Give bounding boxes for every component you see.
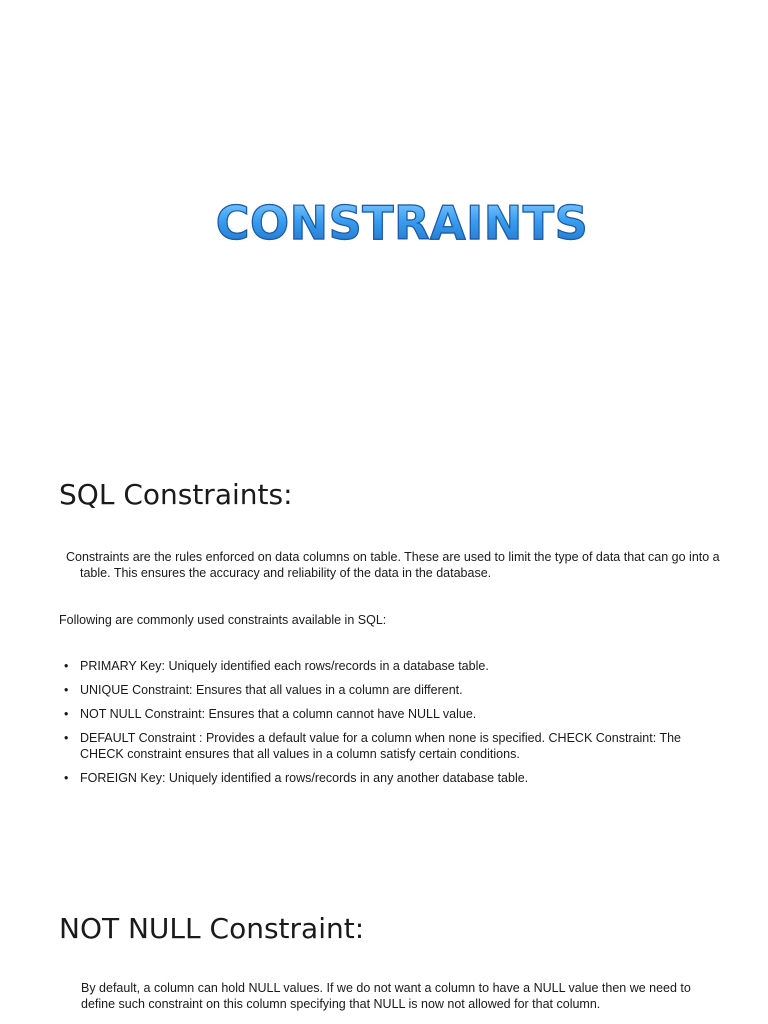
not-null-heading: NOT NULL Constraint: (59, 912, 365, 945)
list-item-text: PRIMARY Key: Uniquely identified each rows/records in a database table. (80, 659, 489, 673)
document-title: CONSTRAINTS (215, 196, 589, 250)
list-item (64, 770, 724, 786)
list-item-text: NOT NULL Constraint: Ensures that a column cannot have NULL value. (80, 707, 477, 721)
intro-paragraph: Constraints are the rules enforced on data columns on table. These are used to limit the type of data that can go into a table. This ensures the accuracy and reliability of the data in the database. (66, 550, 720, 580)
bullet-icon: • (64, 771, 69, 785)
list-item (64, 730, 724, 762)
list-item (64, 682, 724, 698)
constraint-list (64, 658, 724, 794)
list-item-text: UNIQUE Constraint: Ensures that all values in a column are different. (80, 683, 463, 697)
following-paragraph: Following are commonly used constraints available in SQL: (59, 613, 387, 627)
bullet-icon: • (64, 659, 69, 673)
title-slide (0, 196, 768, 250)
not-null-paragraph: By default, a column can hold NULL values. If we do not want a column to have a NULL value then we need to define such constraint on this column specifying that NULL is now not allowed for that column. (81, 981, 691, 1011)
sql-constraints-heading: SQL Constraints: (59, 478, 293, 511)
bullet-icon: • (64, 683, 69, 697)
list-item (64, 706, 724, 722)
list-item-text: FOREIGN Key: Uniquely identified a rows/records in any another database table. (80, 771, 529, 785)
bullet-icon: • (64, 707, 69, 721)
list-item (64, 658, 724, 674)
bullet-icon: • (64, 731, 69, 745)
list-item-text: DEFAULT Constraint : Provides a default value for a column when none is specified. CHECK Constraint: The CHECK constraint ensures that all values in a column satisfy certain conditions. (80, 731, 681, 761)
